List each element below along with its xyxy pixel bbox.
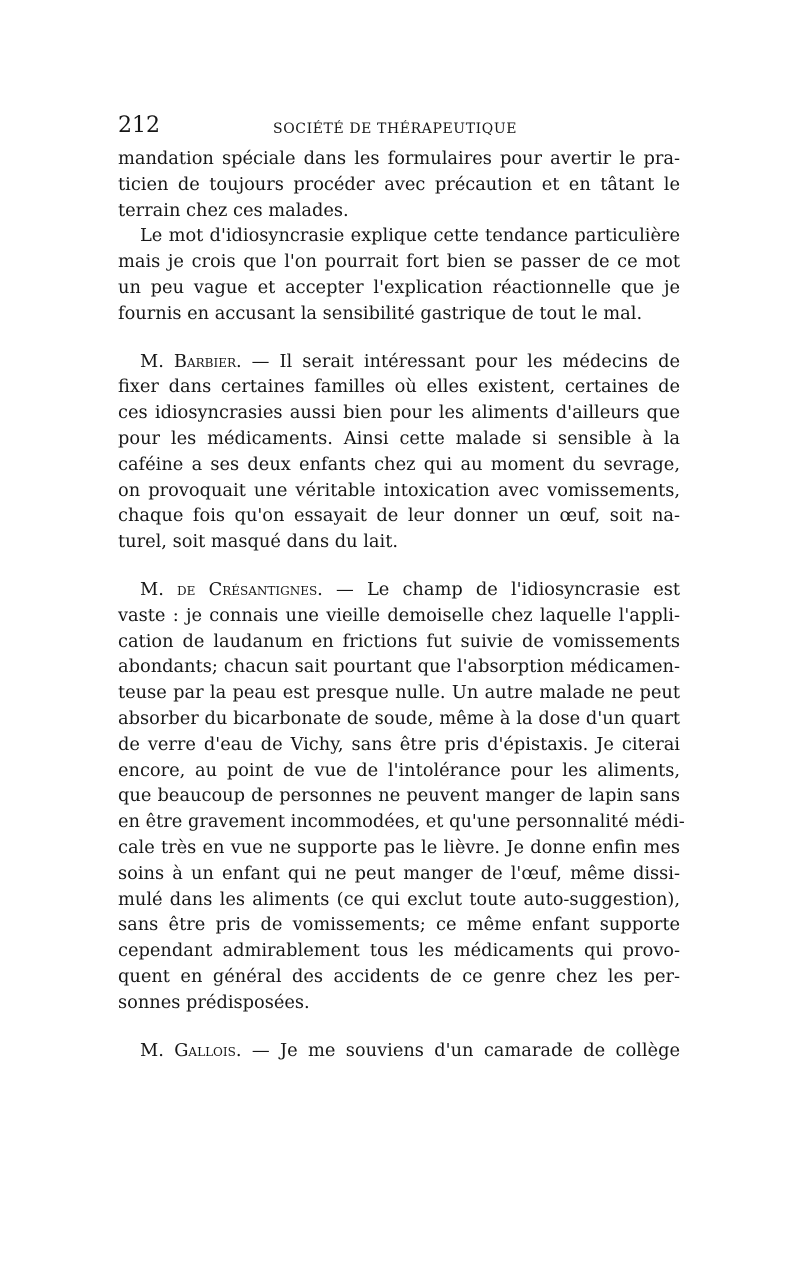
text-line: cependant admirablement tous les médicaments qui provo- bbox=[118, 940, 680, 962]
text-line: on provoquait une véritable intoxication avec vomissements, bbox=[118, 479, 680, 501]
speech-text: — Il serait intéressant pour les médecins de bbox=[241, 350, 680, 372]
text-line: un peu vague et accepter l'explication réactionnelle que je bbox=[118, 276, 680, 298]
text-line: en être gravement incommodées, et qu'une personnalité médi- bbox=[118, 811, 685, 833]
text-line: mandation spéciale dans les formulaires pour avertir le pra- bbox=[118, 148, 680, 169]
text-line: de verre d'eau de Vichy, sans être pris d'épistaxis. Je citerai bbox=[118, 733, 680, 755]
text-line: mulé dans les aliments (ce qui exclut toute auto-suggestion), bbox=[118, 888, 680, 910]
text-line: turel, soit masqué dans du lait. bbox=[118, 531, 398, 553]
text-line: Le mot d'idiosyncrasie explique cette tendance particulière bbox=[140, 225, 680, 247]
text-line bbox=[118, 577, 680, 603]
text-line: cale très en vue ne supporte pas le lièvre. Je donne enfin mes bbox=[118, 836, 680, 858]
speaker-name: M. de Crésantignes. bbox=[140, 578, 323, 600]
text-line: ticien de toujours procéder avec précaution et en tâtant le bbox=[118, 173, 680, 195]
text-line: sonnes prédisposées. bbox=[118, 991, 310, 1013]
running-head: SOCIÉTÉ DE THÉRAPEUTIQUE bbox=[273, 121, 518, 137]
text-line: vaste : je connais une vieille demoiselle chez laquelle l'appli- bbox=[118, 604, 680, 626]
text-line: soins à un enfant qui ne peut manger de l'œuf, même dissi- bbox=[118, 862, 680, 884]
text-line: chaque fois qu'on essayait de leur donner un œuf, soit na- bbox=[118, 505, 680, 527]
text-line: pour les médicaments. Ainsi cette malade si sensible à la bbox=[118, 427, 680, 449]
text-line bbox=[118, 1038, 680, 1064]
text-line: terrain chez ces malades. bbox=[118, 199, 349, 221]
text-line: ces idiosyncrasies aussi bien pour les aliments d'ailleurs que bbox=[118, 402, 680, 424]
text-line: encore, au point de vue de l'intolérance pour les aliments, bbox=[118, 759, 680, 781]
text-line: fixer dans certaines familles où elles existent, certaines de bbox=[118, 376, 680, 398]
text-line: quent en général des accidents de ce genre chez les per- bbox=[118, 965, 680, 987]
paragraph-cresantignes bbox=[118, 577, 685, 1016]
paragraph-2 bbox=[118, 223, 680, 326]
text-line bbox=[118, 349, 680, 375]
text-line: absorber du bicarbonate de soude, même à la dose d'un quart bbox=[118, 707, 680, 729]
page-header bbox=[118, 112, 680, 146]
text-line: teuse par la peau est presque nulle. Un autre malade ne peut bbox=[118, 682, 680, 704]
text-line: abondants; chacun sait pourtant que l'absorption médicamen- bbox=[118, 656, 680, 678]
text-line: sans être pris de vomissements; ce même enfant supporte bbox=[118, 914, 680, 936]
text-line: caféine a ses deux enfants chez qui au moment du sevrage, bbox=[118, 453, 680, 475]
speech-text: — Le champ de l'idiosyncrasie est bbox=[322, 578, 680, 600]
speaker-name: M. Gallois. bbox=[140, 1039, 242, 1061]
text-line: fournis en accusant la sensibilité gastrique de tout le mal. bbox=[118, 302, 643, 324]
page-number: 212 bbox=[118, 113, 160, 138]
paragraph-barbier bbox=[118, 349, 680, 555]
text-line: que beaucoup de personnes ne peuvent manger de lapin sans bbox=[118, 785, 680, 807]
paragraph-gallois bbox=[118, 1038, 680, 1064]
text-line: mais je crois que l'on pourrait fort bien se passer de ce mot bbox=[118, 251, 680, 273]
paragraph-1 bbox=[118, 146, 680, 223]
text-line: cation de laudanum en frictions fut suivie de vomissements bbox=[118, 630, 680, 652]
speech-text: — Je me souviens d'un camarade de collège bbox=[241, 1039, 680, 1061]
book-page bbox=[118, 112, 685, 1063]
speaker-name: M. Barbier. bbox=[140, 350, 242, 372]
